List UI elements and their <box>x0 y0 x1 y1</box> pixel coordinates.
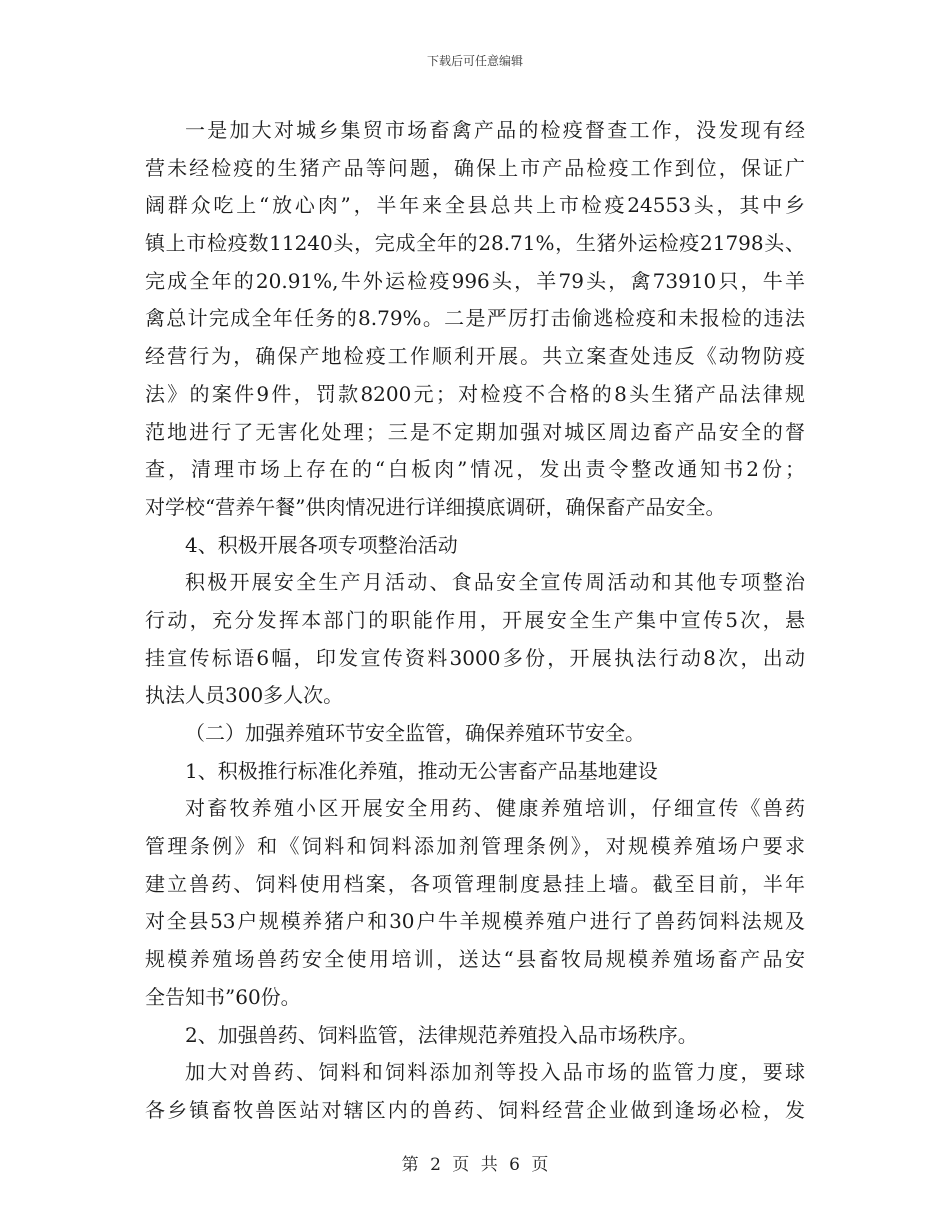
text-line: 加大对兽药、饲料和饲料添加剂等投入品市场的监管力度，要球 <box>185 1060 805 1085</box>
text-line: 阔群众吃上“放心肉”，半年来全县总共上市检疫24553头，其中乡 <box>145 193 805 218</box>
text-line: 挂宣传标语6幅，印发宣传资料3000多份，开展执法行动8次，出动 <box>145 645 805 670</box>
text-line: 对学校“营养午餐”供肉情况进行详细摸底调研，确保畜产品安全。 <box>145 494 726 519</box>
text-line: 4、积极开展各项专项整治活动 <box>185 532 458 557</box>
text-line: 经营行为，确保产地检疫工作顺利开展。共立案查处违反《动物防疫 <box>145 344 805 369</box>
text-line: 镇上市检疫数11240头，完成全年的28.71%，生猪外运检疫21798头、 <box>145 231 805 256</box>
text-line: 完成全年的20.91%,牛外运检疫996头，羊79头，禽73910只，牛羊 <box>145 268 805 293</box>
text-line: 建立兽药、饲料使用档案，各项管理制度悬挂上墙。截至目前，半年 <box>145 871 805 896</box>
text-line: 一是加大对城乡集贸市场畜禽产品的检疫督查工作，没发现有经 <box>185 118 805 142</box>
text-line: 全告知书”60份。 <box>145 984 301 1009</box>
text-line: 禽总计完成全年任务的8.79%。二是严厉打击偷逃检疫和未报检的违法 <box>145 306 805 331</box>
text-line: 法》的案件9件，罚款8200元；对检疫不合格的8头生猪产品法律规 <box>145 381 805 406</box>
text-line: 范地进行了无害化处理；三是不定期加强对城区周边畜产品安全的督 <box>145 419 805 444</box>
text-line: 各乡镇畜牧兽医站对辖区内的兽药、饲料经营企业做到逢场必检，发 <box>145 1097 805 1122</box>
text-line: 管理条例》和《饲料和饲料添加剂管理条例》，对规模养殖场户要求 <box>145 834 805 859</box>
text-line: 行动，充分发挥本部门的职能作用，开展安全生产集中宣传5次，悬 <box>145 607 805 632</box>
text-line: 2、加强兽药、饲料监管，法律规范养殖投入品市场秩序。 <box>185 1022 698 1047</box>
text-line: 查，清理市场上存在的“白板肉”情况，发出责令整改通知书2份； <box>145 457 805 482</box>
text-line: 执法人员300多人次。 <box>145 683 344 708</box>
text-line: 1、积极推行标准化养殖，推动无公害畜产品基地建设 <box>185 758 658 783</box>
text-line: 对畜牧养殖小区开展安全用药、健康养殖培训，仔细宣传《兽药 <box>185 796 805 821</box>
text-line: 对全县53户规模养猪户和30户牛羊规模养殖户进行了兽药饲料法规及 <box>145 909 805 934</box>
text-line: 积极开展安全生产月活动、食品安全宣传周活动和其他专项整治 <box>185 570 805 595</box>
document-body <box>145 112 805 1130</box>
page-header: 下载后可任意编辑 <box>426 54 523 68</box>
text-line: 营未经检疫的生猪产品等问题，确保上市产品检疫工作到位，保证广 <box>145 155 805 180</box>
text-line: 规模养殖场兽药安全使用培训，送达“县畜牧局规模养殖场畜产品安 <box>145 947 805 972</box>
text-line: （二）加强养殖环节安全监管，确保养殖环节安全。 <box>185 721 645 745</box>
page-footer: 第 2 页 共 6 页 <box>401 1155 549 1175</box>
